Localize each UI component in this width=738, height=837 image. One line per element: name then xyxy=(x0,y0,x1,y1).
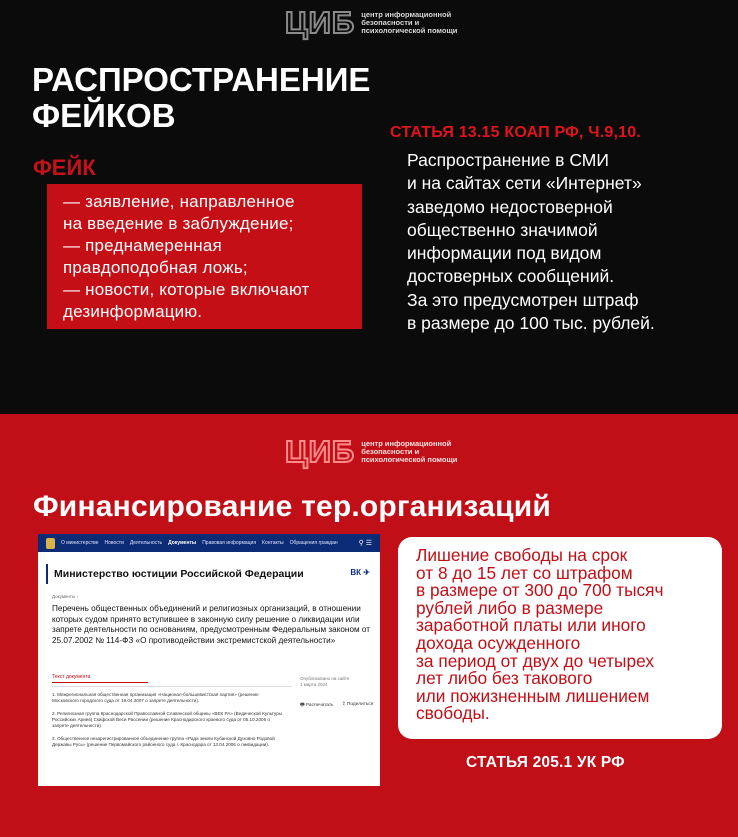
penalty-line: лет либо без такового xyxy=(416,668,593,689)
article-line: в размере до 100 тыс. рублей. xyxy=(407,313,655,334)
article-line: Распространение в СМИ xyxy=(407,150,609,170)
social-icons: ВК ✈ xyxy=(350,568,370,577)
fake-label: ФЕЙК xyxy=(33,155,96,180)
definition-line: правдоподобная ложь; xyxy=(63,258,248,277)
article-line: и на сайтах сети «Интернет» xyxy=(407,173,642,194)
nav-item: Новости xyxy=(104,540,124,546)
ministry-name: Министерство юстиции Российской Федерации xyxy=(54,568,304,580)
definition-line: — преднамеренная xyxy=(63,236,222,255)
nav-item: Правовая информация xyxy=(202,540,257,546)
definition-line: — новости, которые включают xyxy=(63,280,310,299)
print-label: Распечатать xyxy=(305,703,334,708)
logo xyxy=(285,7,471,38)
logo-mark: ЦИБ xyxy=(285,5,356,40)
penalty-box xyxy=(398,537,722,739)
article-line: достоверных сообщений. xyxy=(407,266,615,287)
definition-line: дезинформацию. xyxy=(63,302,203,321)
penalty-line: или пожизненным лишением xyxy=(416,685,650,706)
article-uk: СТАТЬЯ 205.1 УК РФ xyxy=(466,754,625,771)
ministry-header xyxy=(46,564,372,584)
penalty-line: рублей либо в размере xyxy=(416,597,604,618)
doc-actions xyxy=(300,702,373,710)
publish-meta xyxy=(300,676,349,688)
article-line: информации под видом xyxy=(407,243,602,264)
logo xyxy=(285,436,471,467)
penalty-line: дохода осужденного xyxy=(416,632,581,653)
definition-box xyxy=(47,184,362,329)
definition-line: на введение в заблуждение; xyxy=(63,214,294,233)
penalty-line: в размере от 300 до 700 тысяч xyxy=(416,580,664,601)
publish-date: 1 марта 2024 xyxy=(300,682,328,687)
document-tab: Текст документа xyxy=(52,674,148,683)
penalty-line: за период от двух до четырех xyxy=(416,650,654,671)
ministry-website-screenshot xyxy=(38,534,380,786)
logo-text: центр информационной безопасности и психологической помощи xyxy=(361,438,458,464)
article-line: заведомо недостоверной xyxy=(407,196,613,217)
penalty-line: от 8 до 15 лет со штрафом xyxy=(416,562,633,583)
breadcrumb: Документы › xyxy=(52,594,78,599)
article-line: За это предусмотрен штраф xyxy=(407,289,639,310)
nav-item: О министерстве xyxy=(61,540,99,546)
article-koap: СТАТЬЯ 13.15 КОАП РФ, Ч.9,10. xyxy=(390,124,641,141)
logo-mark: ЦИБ xyxy=(285,434,356,469)
list-item: 3. Общественное незарегистрированное объединение группа «Рада земли Кубанской Духовно Родовой Державы Русь» (решение Первомайского районного суда г. Краснодара от 13.04.2006 о ликвидации). xyxy=(52,736,275,747)
document-title: Перечень общественных объединений и религиозных организаций, в отношении которых судом принято вступившее в законную силу решение о ликвидации или запрете деятельности по основаниям, предусмотренным Федеральным законом от 25.07.2002 № 114-ФЗ «О противодействии экстремистской деятельности» xyxy=(52,604,371,645)
divider xyxy=(52,686,292,687)
document-list xyxy=(52,692,282,755)
share-action: ⇪ Поделиться xyxy=(341,702,374,707)
article-koap-text xyxy=(407,149,727,335)
definition-line: — заявление, направленное xyxy=(63,192,295,211)
fakes-title: РАСПРОСТРАНЕНИЕ ФЕЙКОВ xyxy=(32,61,371,134)
nav-item: Деятельность xyxy=(129,540,163,546)
nav-item-active: Документы xyxy=(168,540,197,546)
list-item: 2. Религиозная группа Краснодарской Православной Славянской общины «ВЕК РА» (Ведической Культуры Российских Ариев) Скифской Веси Рассении (решение Краснодарского краевого суда от 05.10.2006 о запрете деятельности). xyxy=(52,711,282,728)
logo-text: центр информационной безопасности и психологической помощи xyxy=(361,9,458,35)
article-line: общественно значимой xyxy=(407,219,598,240)
penalty-line: свободы. xyxy=(416,703,490,724)
site-nav xyxy=(38,534,380,552)
share-label: Поделиться xyxy=(346,702,374,707)
search-icon: ⚲ ☰ xyxy=(358,540,372,547)
penalty-line: заработной платы или иного xyxy=(416,615,646,636)
financing-title: Финансирование тер.организаций xyxy=(33,490,552,523)
list-item: 1. Межрегиональная общественная организация «Национал-большевистская партия» (решение Московского городского суда от 19.04.2007 о запрете деятельности). xyxy=(52,692,259,703)
print-action: 🖶 Распечатать xyxy=(300,703,334,708)
emblem-icon xyxy=(46,538,55,549)
nav-item: Контакты xyxy=(262,540,284,546)
publish-label: Опубликовано на сайте xyxy=(300,676,350,681)
penalty-line: Лишение свободы на срок xyxy=(416,545,628,565)
nav-item: Обращения граждан xyxy=(289,540,338,546)
